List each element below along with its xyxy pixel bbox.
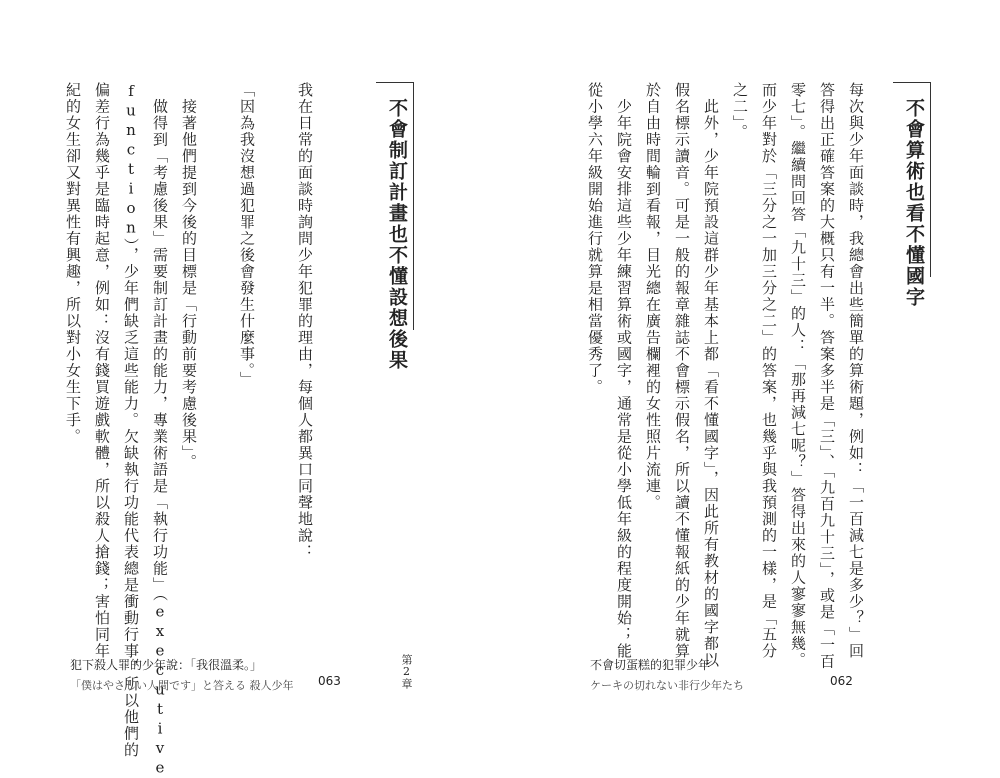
title-frame-top-line [376, 82, 414, 83]
section-title-planning: 不會制訂計畫也不懂設想後果 [386, 98, 408, 371]
body-column: 此外，少年院預設這群少年基本上都「看不懂國字」，因此所有教材的國字都以 [702, 82, 720, 669]
body-column: function），少年們缺乏這些能力。欠缺執行功能代表總是衝動行事，所以他們的 [122, 82, 140, 759]
body-column: 答得出正確答案的大概只有一半。答案多半是「三」、「九百九十三」，或是「一百 [818, 82, 836, 670]
body-column: 從小學六年級開始進行就算是相當優秀了。 [586, 82, 604, 396]
chapter-label: 第2章 [400, 654, 413, 689]
title-frame-top-line [893, 82, 931, 83]
running-head-title: 犯下殺人罪的少年說：「我很溫柔。」 [70, 658, 263, 672]
body-column: 之二」。 [731, 82, 749, 141]
body-column: 零七」。繼續問回答「九十三」的人：「那再減七呢？」答得出來的人寥寥無幾。 [789, 82, 807, 669]
body-column: 假名標示讀音。可是一般的報章雜誌不會標示假名，所以讀不懂報紙的少年就算 [673, 82, 691, 660]
title-frame-right-line [413, 82, 414, 330]
body-column: 接著他們提到今後的目標是「行動前要考慮後果」。 [180, 82, 198, 471]
running-head-title: 不會切蛋糕的犯罪少年 [590, 658, 711, 672]
body-column: 偏差行為幾乎是臨時起意，例如：沒有錢買遊戲軟體，所以殺人搶錢；害怕同年 [93, 82, 111, 660]
body-column: 少年院會安排這些少年練習算術或國字，通常是從小學低年級的程度開始；能 [615, 82, 633, 660]
running-head-subtitle: 「僕はやさしい人間です」と答える 殺人少年 [70, 679, 294, 692]
running-head-subtitle: ケーキの切れない非行少年たち [590, 679, 744, 692]
section-title-arithmetic: 不會算術也看不懂國字 [903, 98, 925, 308]
page-number: 063 [318, 674, 341, 688]
body-column: 每次與少年面談時，我總會出些簡單的算術題，例如：「一百減七是多少？」回 [847, 82, 865, 660]
title-frame-right-line [930, 82, 931, 277]
body-column: 我在日常的面談時詢問少年犯罪的理由，每個人都異口同聲地說： [296, 82, 314, 561]
quote-column: 「因為我沒想過犯罪之後會發生什麼事。」 [238, 82, 256, 388]
body-column: 而少年對於「三分之一加三分之二」的答案，也幾乎與我預測的一樣，是「五分 [760, 82, 778, 660]
body-column: 於自由時間輪到看報，目光總在廣告欄裡的女性照片流連。 [644, 82, 662, 511]
page-number: 062 [830, 674, 853, 688]
body-column: 紀的女生卻又對異性有興趣，所以對小女生下手。 [64, 82, 82, 445]
right-page [500, 0, 1000, 709]
body-column: 做得到「考慮後果」需要制訂計畫的能力，專業術語是「執行功能」（executive [151, 82, 169, 778]
